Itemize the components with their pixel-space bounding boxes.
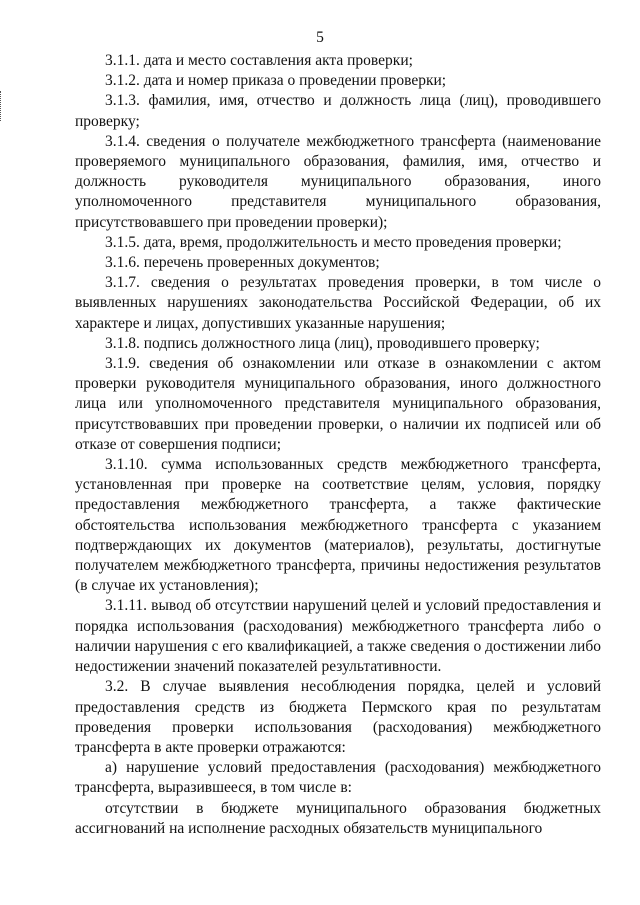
paragraph-3-1-7: 3.1.7. сведения о результатах проведения проверки, в том числе о выявленных нарушениях законодательства Российской Федерации, об их характере и лицах, допустивших указанные нарушения; [75,274,601,332]
paragraph-3-1-10: 3.1.10. сумма использованных средств межбюджетного трансферта, установленная при проверке на соответствие целям, условия, порядку предоставления межбюджетного трансферта, а также фактические обстоятельства использования межбюджетного трансферта с указанием подтверждающих их документов (материалов), результаты, достигнутые получателем межбюджетного трансферта, причины недостижения результатов (в случае их установления); [75,456,601,595]
paragraph-3-2: 3.2. В случае выявления несоблюдения порядка, целей и условий предоставления средств из бюджета Пермского края по результатам проведения проверки использования (расходования) межбюджетного трансферта в акте проверки отражаются: [75,678,601,756]
document-body [75,51,601,839]
scan-margin-mark [0,91,4,121]
paragraph-3-1-4: 3.1.4. сведения о получателе межбюджетного трансферта (наименование проверяемого муниципального образования, фамилия, имя, отчество и должность руководителя муниципального образования, иного уполномоченного представителя муниципального образования, присутствовавшего при проведении проверки); [75,132,601,231]
paragraph-3-1-3: 3.1.3. фамилия, имя, отчество и должность лица (лиц), проводившего проверку; [75,92,601,130]
paragraph-absence: отсутствии в бюджете муниципального образования бюджетных ассигнований на исполнение расходных обязательств муниципального [75,799,601,837]
paragraph-3-1-5: 3.1.5. дата, время, продолжительность и место проведения проверки; [105,233,562,251]
paragraph-3-1-6: 3.1.6. перечень проверенных документов; [105,254,380,272]
paragraph-3-1-9: 3.1.9. сведения об ознакомлении или отказе в ознакомлении с актом проверки руководителя муниципального образования, иного должностного лица или уполномоченного представителя муниципального образования, присутствовавших при проведении проверки, о наличии их подписей или об отказе от совершения подписи; [75,355,601,453]
paragraph-3-1-2: 3.1.2. дата и номер приказа о проведении проверки; [105,72,447,90]
paragraph-3-1-8: 3.1.8. подпись должностного лица (лиц), проводившего проверку; [105,334,540,352]
paragraph-3-1-11: 3.1.11. вывод об отсутствии нарушений целей и условий предоставления и порядка использования (расходования) межбюджетного трансферта либо о наличии нарушения с его квалификацией, а также сведения о достижении либо недостижении значений показателей результативности. [75,597,601,676]
paragraph-a: а) нарушение условий предоставления (расходования) межбюджетного трансферта, выразившееся, в том числе в: [75,759,601,797]
page-number: 5 [316,29,324,46]
paragraph-3-1-1: 3.1.1. дата и место составления акта проверки; [105,52,413,69]
